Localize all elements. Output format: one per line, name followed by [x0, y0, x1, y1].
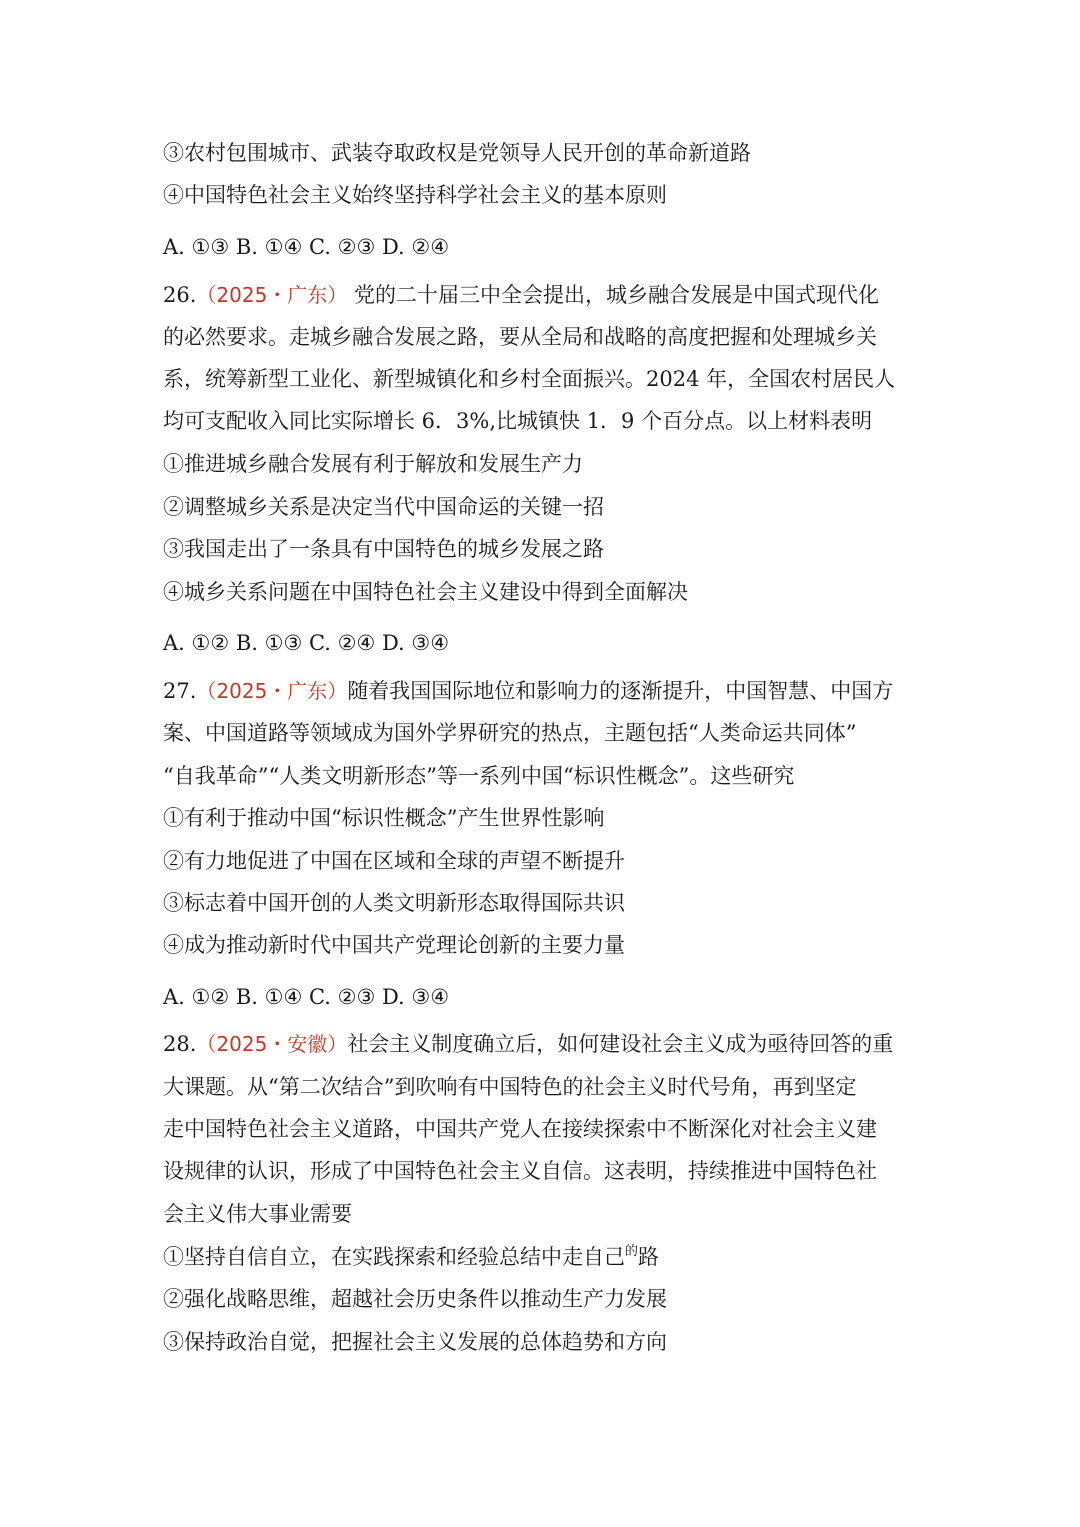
option-text: 路	[638, 1245, 660, 1269]
question-text: 的必然要求。走城乡融合发展之路，要从全局和战略的高度把握和处理城乡关	[163, 325, 877, 349]
question-26-first-line	[163, 280, 879, 310]
answer-choices: A. ①② B. ①④ C. ②③ D. ③④	[163, 985, 450, 1009]
question-text: 大课题。从“第二次结合”到吹响有中国特色的社会主义时代号角，再到坚定	[163, 1075, 857, 1099]
answer-choices: A. ①② B. ①③ C. ②④ D. ③④	[163, 631, 450, 655]
question-number: 28.	[163, 1032, 197, 1056]
superscript-char: 的	[625, 1244, 639, 1259]
question-text: 会主义伟大事业需要	[163, 1202, 352, 1226]
question-text: 设规律的认识，形成了中国特色社会主义自信。这表明，持续推进中国特色社	[163, 1159, 877, 1183]
option-line: ①推进城乡融合发展有利于解放和发展生产力	[163, 452, 583, 476]
question-text: 案、中国道路等领域成为国外学界研究的热点，主题包括“人类命运共同体”	[163, 721, 857, 745]
option-line: ②强化战略思维，超越社会历史条件以推动生产力发展	[163, 1287, 667, 1311]
question-number: 27.	[163, 679, 197, 703]
option-line: ④城乡关系问题在中国特色社会主义建设中得到全面解决	[163, 580, 688, 604]
source-tag: （2025・安徽）	[196, 1032, 348, 1056]
question-text: 社会主义制度确立后，如何建设社会主义成为亟待回答的重	[347, 1032, 894, 1056]
question-text: 走中国特色社会主义道路，中国共产党人在接续探索中不断深化对社会主义建	[163, 1117, 877, 1141]
question-number: 26.	[163, 283, 197, 307]
question-text: “自我革命”“人类文明新形态”等一系列中国“标识性概念”。这些研究	[163, 764, 795, 788]
question-27-first-line	[163, 676, 893, 706]
question-text: 随着我国国际地位和影响力的逐渐提升，中国智慧、中国方	[347, 679, 894, 703]
option-line: ③标志着中国开创的人类文明新形态取得国际共识	[163, 891, 625, 915]
source-tag: （2025・广东）	[196, 679, 348, 703]
option-line: ③我国走出了一条具有中国特色的城乡发展之路	[163, 537, 604, 561]
question-text: 党的二十届三中全会提出，城乡融合发展是中国式现代化	[354, 283, 879, 307]
question-text: 均可支配收入同比实际增长 6．3%,比城镇快 1．9 个百分点。以上材料表明	[163, 409, 873, 433]
option-line: ①有利于推动中国“标识性概念”产生世界性影响	[163, 806, 605, 830]
option-text: ①坚持自信自立，在实践探索和经验总结中走自己	[163, 1245, 625, 1269]
question-text: 系，统筹新型工业化、新型城镇化和乡村全面振兴。2024 年，全国农村居民人	[163, 367, 896, 391]
option-line: ③保持政治自觉，把握社会主义发展的总体趋势和方向	[163, 1330, 667, 1354]
option-line: ②调整城乡关系是决定当代中国命运的关键一招	[163, 495, 604, 519]
answer-choices: A. ①③ B. ①④ C. ②③ D. ②④	[163, 235, 450, 259]
option-line	[163, 1242, 659, 1276]
option-line: ④中国特色社会主义始终坚持科学社会主义的基本原则	[163, 183, 667, 207]
option-line: ④成为推动新时代中国共产党理论创新的主要力量	[163, 933, 625, 957]
source-tag: （2025・广东）	[196, 283, 348, 307]
question-28-first-line	[163, 1029, 893, 1059]
option-line: ②有力地促进了中国在区域和全球的声望不断提升	[163, 849, 625, 873]
option-line: ③农村包围城市、武装夺取政权是党领导人民开创的革命新道路	[163, 141, 751, 165]
